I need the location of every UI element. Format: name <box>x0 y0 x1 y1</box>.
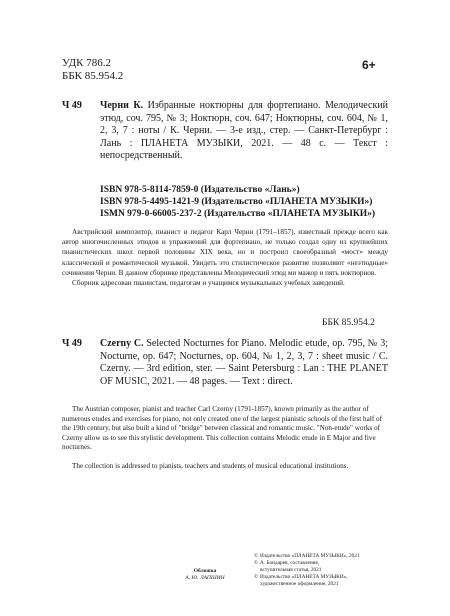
ismn-planet: ISMN 979-0-66005-237-2 (Издательство «ПЛАНЕТА МУЗЫКИ») <box>100 209 376 219</box>
copyright-block <box>254 553 394 588</box>
en-entry <box>100 338 388 388</box>
ru-entry-text: Избранные ноктюрны для фортепиано. Мелодический этюд, соч. 795, № 3; Ноктюрн, соч. 647; Ноктюрны, соч. 604, № 1, 2, 3, 7 : ноты / К. Черни. — 3-е изд., стер. — Санкт-Петербург : Лань : ПЛАНЕТА МУЗЫКИ, 2021. — 48 с. — Текст : непосредственный. <box>100 100 388 162</box>
cover-credit <box>170 568 240 582</box>
en-abstract-paragraph: The Austrian composer, pianist and teacher Carl Czerny (1791-1857), known primarily as the author of numerous etudes and exercises for piano, not only created one of the largest pianistic schools of the first half of the 19th century, but also built a kind of "bridge" between classical and romantic music. "Non-etude" works of Czerny allow us to see this stylistic development. This collection contains Melodic etude in E Major and five nocturnes. <box>62 405 383 451</box>
copyright-line: Издательство «ПЛАНЕТА МУЗЫКИ», <box>260 574 348 580</box>
copyright-line: художественное оформление, 2021 <box>260 581 339 587</box>
en-abstract-paragraph: The collection is addressed to pianists, teachers and students of musical educational institutions. <box>72 461 349 470</box>
en-abstract <box>62 405 388 471</box>
bbk-right: ББК 85.954.2 <box>322 318 375 328</box>
ru-abstract-paragraph: Сборник адресован пианистам, педагогам и учащимся музыкальных учебных заведений. <box>72 279 345 288</box>
en-entry-text: Selected Nocturnes for Piano. Melodic etude, op. 795, № 3; Nocturne, op. 647; Nocturnes, op. 604, № 1, 2, 3, 7 : sheet music / C. Czerny. — 3rd edition, ster. — Saint Petersburg : Lan : THE PLANET OF MUSIC, 2021. — 48 pages. — Text : direct. <box>100 338 388 387</box>
copyright-line: А. Бондарев, составление, <box>260 560 320 566</box>
copyright-line: вступительная статья, 2021 <box>260 567 322 573</box>
en-entry-author: Czerny C. <box>100 338 144 349</box>
ru-entry <box>100 100 388 163</box>
copyright-symbol: © <box>254 560 259 566</box>
copyright-symbol: © <box>254 574 259 580</box>
isbn-block <box>100 184 375 220</box>
ru-entry-code: Ч 49 <box>62 100 82 111</box>
udk-bbk-block <box>62 57 123 83</box>
age-rating: 6+ <box>362 58 376 72</box>
udk-code: УДК 786.2 <box>62 57 112 69</box>
copyright-line: Издательство «ПЛАНЕТА МУЗЫКИ», 2021 <box>260 553 360 559</box>
isbn-planet: ISBN 978-5-4495-1421-9 (Издательство «ПЛАНЕТА МУЗЫКИ») <box>100 197 373 207</box>
ru-abstract <box>62 227 388 288</box>
en-entry-code: Ч 49 <box>62 338 82 349</box>
ru-entry-author: Черни К. <box>100 100 144 111</box>
cover-name: А. Ю. ЛАПШИН <box>185 575 225 581</box>
copyright-symbol: © <box>254 553 259 559</box>
isbn-lan: ISBN 978-5-8114-7859-0 (Издательство «Лань») <box>100 185 300 195</box>
ru-abstract-paragraph: Австрийский композитор, пианист и педагог Карл Черни (1791–1857), известный прежде всего как автор многочисленных этюдов и упражнений для фортепиано, не только создал одну из крупнейших пианистических школ первой половины XIX века, но и построил своеобразный «мост» между классической и романтической музыкой. Увидеть это стилистическое развитие позволяют «неэтюдные» сочинения Черни. В данном сборнике представлены Мелодический этюд ми мажор и пять ноктюрнов. <box>62 228 388 277</box>
cover-title: Обложка <box>193 568 217 574</box>
bbk-code: ББК 85.954.2 <box>62 70 124 82</box>
